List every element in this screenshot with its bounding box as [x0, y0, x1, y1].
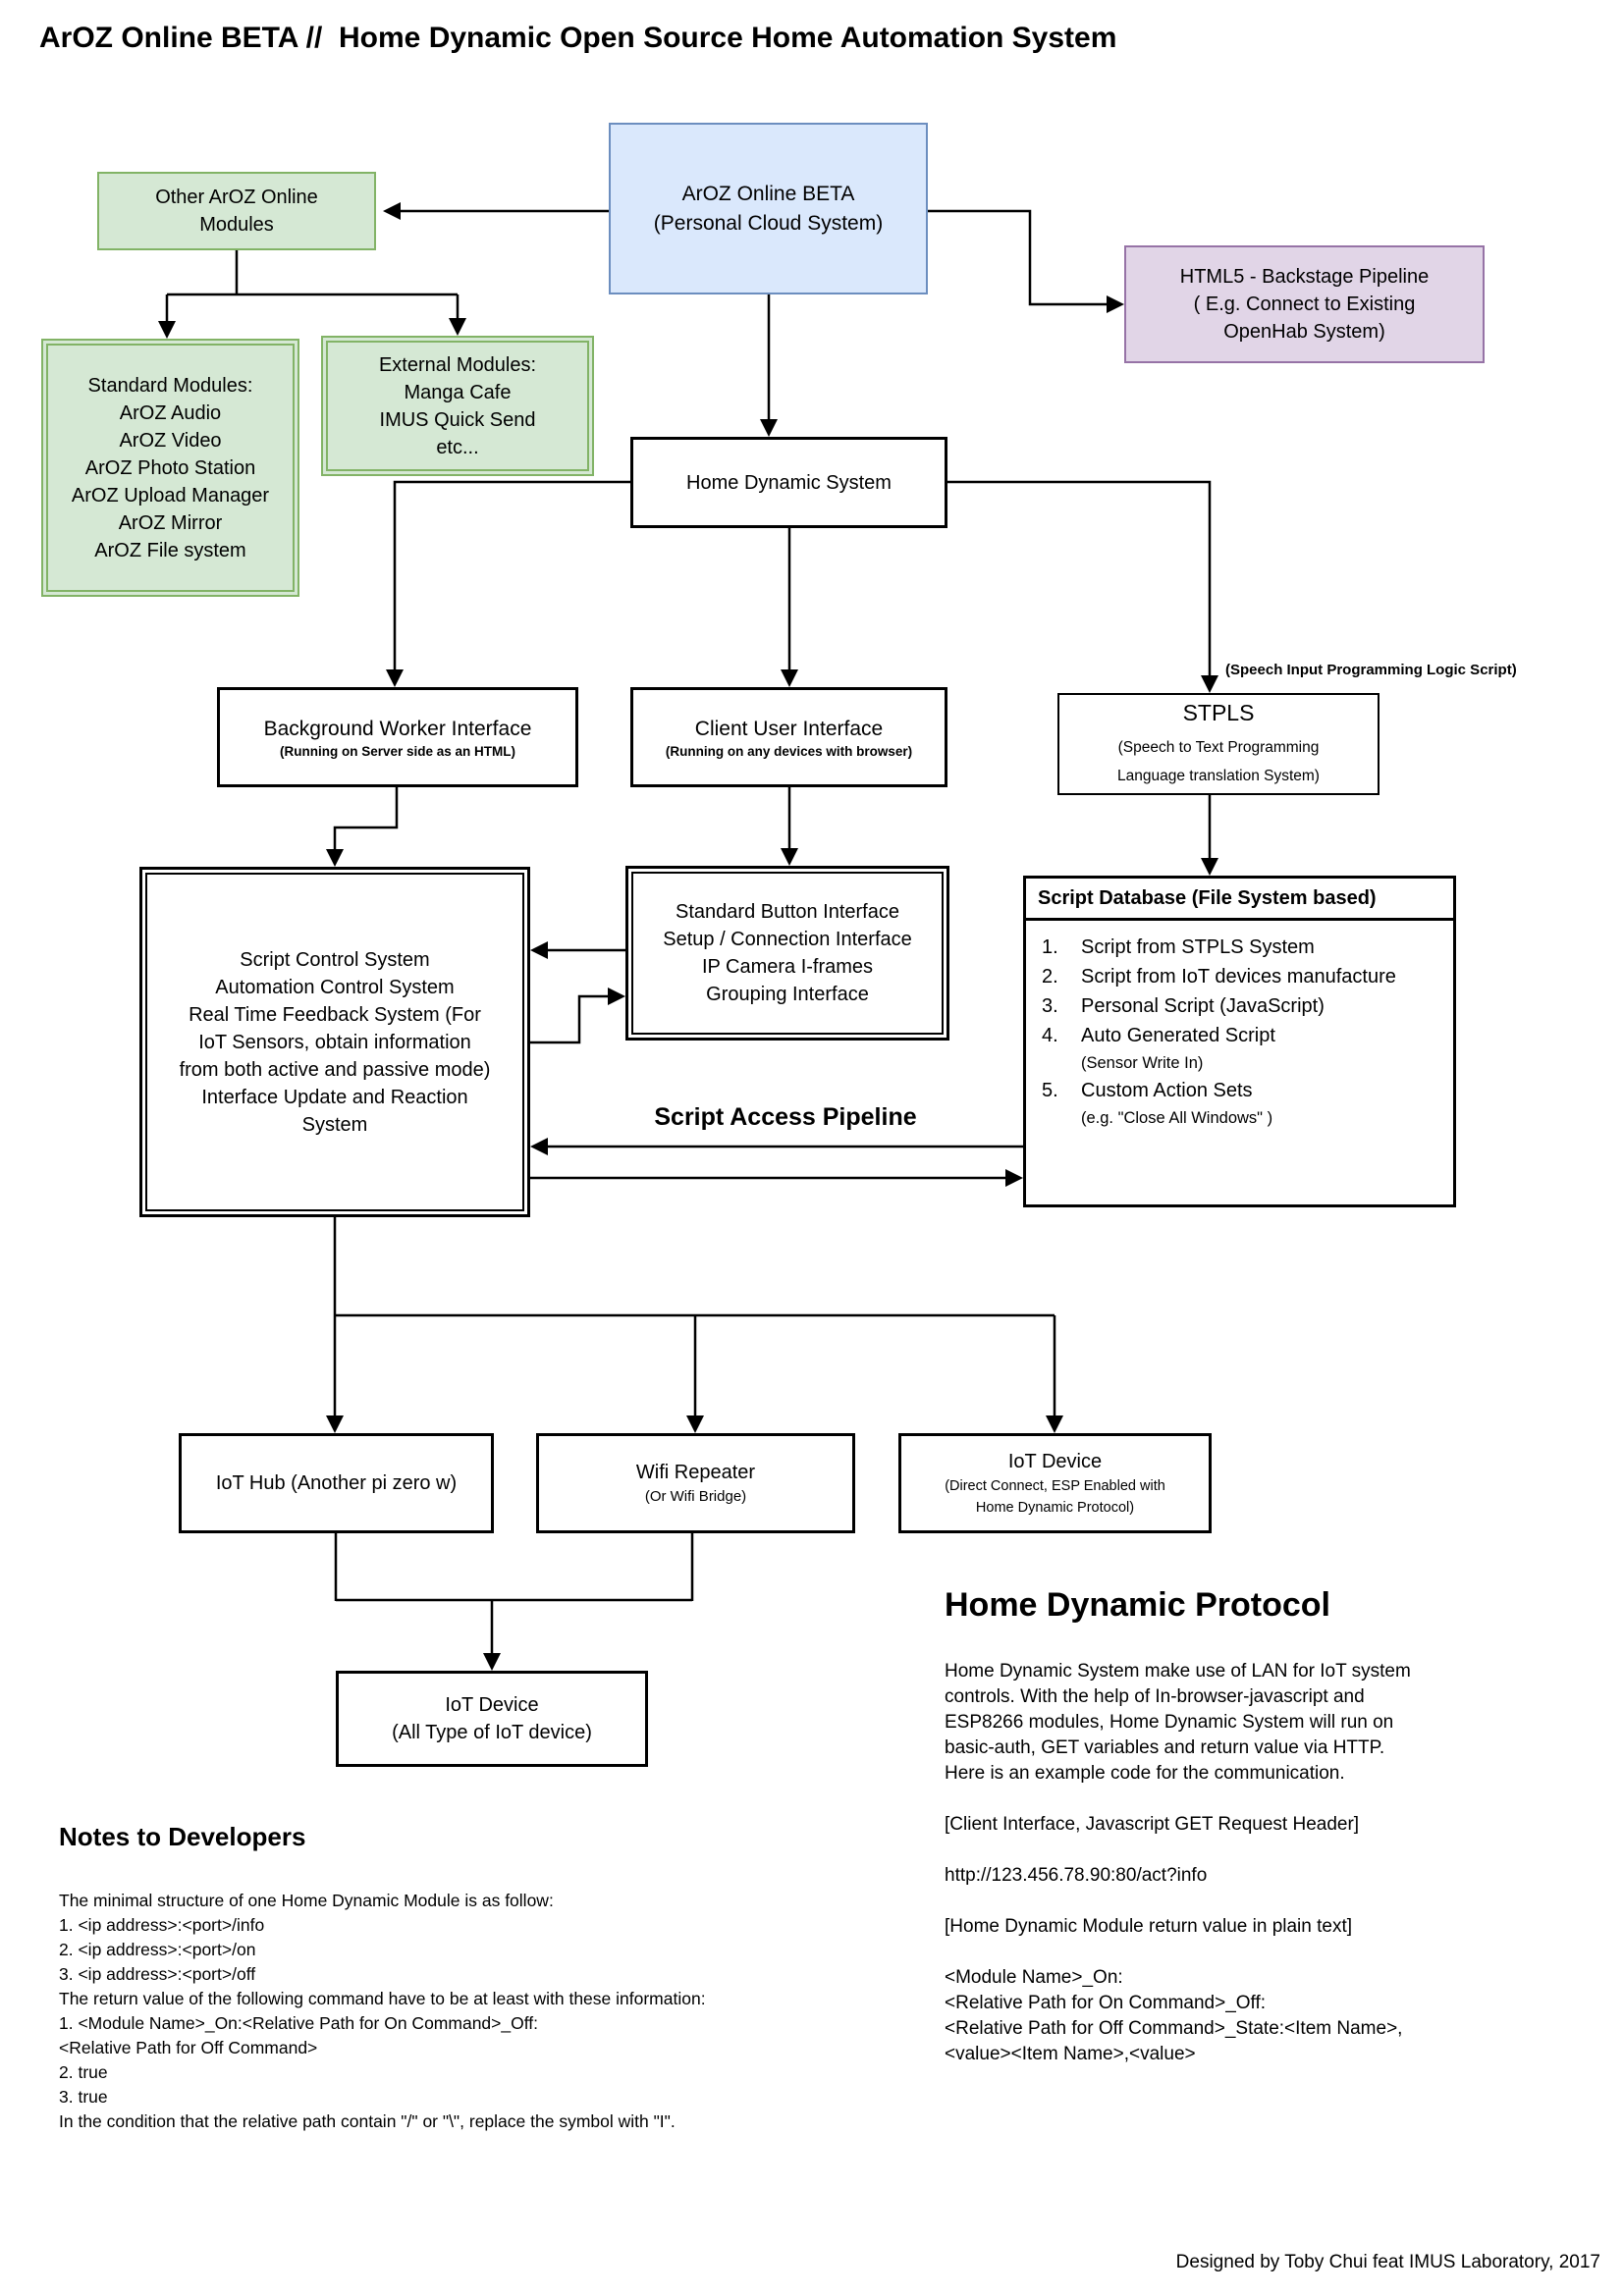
list-item [1042, 1076, 1447, 1105]
node-label: ArOZ Upload Manager [71, 484, 270, 507]
node-label: HTML5 - Backstage Pipeline [1179, 266, 1430, 288]
node-background-worker-interface [217, 687, 578, 787]
node-iot-device-direct [898, 1433, 1212, 1533]
home-dynamic-protocol-heading: Home Dynamic Protocol [945, 1586, 1330, 1624]
node-label: Standard Modules: [87, 374, 253, 397]
node-label: STPLS [1182, 700, 1255, 726]
list-item-number: 2. [1042, 966, 1058, 988]
list-item-text: Auto Generated Script [1081, 1025, 1275, 1046]
notes-to-developers-heading: Notes to Developers [59, 1822, 306, 1851]
node-html5-backstage-pipeline [1124, 245, 1485, 363]
text-line: 3. <ip address>:<port>/off [59, 1964, 256, 1984]
node-label: Modules [199, 214, 274, 236]
node-label: Background Worker Interface [263, 717, 532, 740]
node-other-aroz-modules [97, 172, 376, 250]
node-label: ArOZ Online BETA [681, 183, 855, 206]
node-label: Manga Cafe [404, 381, 512, 403]
node-label: from both active and passive mode) [179, 1058, 491, 1081]
list-item-number: 4. [1042, 1025, 1058, 1046]
list-item-subtext: (e.g. "Close All Windows" ) [1081, 1109, 1273, 1127]
node-label: ArOZ Audio [119, 401, 222, 424]
text-line: ESP8266 modules, Home Dynamic System will run on [945, 1712, 1394, 1733]
text-line: <Relative Path for Off Command>_State:<Item Name>, [945, 2018, 1403, 2039]
node-label: IMUS Quick Send [379, 408, 536, 431]
text-line: 2. true [59, 2062, 108, 2082]
node-sublabel: Home Dynamic Protocol) [975, 1500, 1135, 1516]
node-iot-device-all [336, 1671, 648, 1767]
list-item [1042, 933, 1447, 962]
node-label: Interface Update and Reaction [201, 1086, 468, 1108]
text-line: Here is an example code for the communication. [945, 1763, 1345, 1784]
list-item [1042, 991, 1447, 1021]
list-item-text: Script from IoT devices manufacture [1081, 966, 1396, 988]
home-dynamic-protocol-text [945, 1659, 1593, 2067]
node-label: (Personal Cloud System) [653, 211, 884, 235]
node-label: Script Control System [240, 948, 430, 971]
notes-to-developers-text [59, 1889, 923, 2134]
node-label: IP Camera I-frames [701, 956, 874, 978]
node-sublabel: Language translation System) [1117, 768, 1320, 785]
node-label: Other ArOZ Online [155, 187, 318, 208]
text-line: 1. <Module Name>_On:<Relative Path for On Command>_Off: [59, 2013, 538, 2033]
node-label: ArOZ Photo Station [84, 456, 256, 479]
node-label: etc... [436, 436, 479, 458]
text-line: The return value of the following command have to be at least with these information: [59, 1989, 706, 2008]
text-line: In the condition that the relative path contain "/" or "\", replace the symbol with "I". [59, 2111, 676, 2131]
node-label: Automation Control System [215, 976, 455, 998]
node-label: Setup / Connection Interface [663, 929, 912, 950]
node-label: Wifi Repeater [635, 1461, 756, 1483]
script-database-header: Script Database (File System based) [1026, 879, 1453, 921]
node-sublabel: (Speech to Text Programming [1117, 738, 1320, 756]
text-line [945, 1889, 1593, 1914]
node-label: IoT Device [1007, 1450, 1103, 1472]
text-line: http://123.456.78.90:80/act?info [945, 1865, 1208, 1886]
node-label: Grouping Interface [706, 984, 869, 1005]
node-aroz-online-beta [609, 123, 928, 294]
node-label: Client User Interface [694, 717, 884, 740]
node-sublabel: (Or Wifi Bridge) [644, 1487, 747, 1505]
node-sublabel: (Running on Server side as an HTML) [279, 743, 516, 759]
text-line: <value><Item Name>,<value> [945, 2044, 1196, 2064]
node-label: External Modules: [378, 353, 537, 376]
text-line: 1. <ip address>:<port>/info [59, 1915, 265, 1935]
list-item-text: Custom Action Sets [1081, 1080, 1253, 1101]
text-line [945, 1838, 1593, 1863]
text-line: 3. true [59, 2087, 108, 2107]
node-home-dynamic-system [630, 437, 947, 528]
list-item-number: 3. [1042, 995, 1058, 1017]
node-sublabel: (Running on any devices with browser) [665, 743, 913, 759]
script-access-pipeline-label: Script Access Pipeline [654, 1103, 917, 1131]
text-line: [Home Dynamic Module return value in plain text] [945, 1916, 1353, 1937]
node-label: (All Type of IoT device) [392, 1722, 592, 1743]
node-label: IoT Sensors, obtain information [198, 1031, 471, 1053]
text-line: <Relative Path for On Command>_Off: [945, 1993, 1267, 2013]
list-item-subtext: (Sensor Write In) [1081, 1054, 1204, 1072]
designer-credit: Designed by Toby Chui feat IMUS Laboratory, 2017 [1175, 2252, 1600, 2272]
list-item-number: 1. [1042, 936, 1058, 958]
list-item [1042, 1021, 1447, 1050]
node-label: Real Time Feedback System (For [189, 1003, 481, 1026]
list-item-text: Personal Script (JavaScript) [1081, 995, 1325, 1017]
node-label: IoT Hub (Another pi zero w) [215, 1472, 458, 1494]
node-label: System [301, 1113, 368, 1136]
node-iot-hub [179, 1433, 494, 1533]
node-label: OpenHab System) [1223, 321, 1385, 343]
node-wifi-repeater [536, 1433, 855, 1533]
node-label: IoT Device [445, 1694, 539, 1716]
node-script-control-system [139, 867, 530, 1217]
node-client-user-interface [630, 687, 947, 787]
stpls-annotation: (Speech Input Programming Logic Script) [1225, 662, 1517, 678]
list-item-number: 5. [1042, 1080, 1058, 1101]
node-label: ArOZ Video [119, 429, 222, 452]
node-standard-button-interface [625, 866, 949, 1041]
node-label: ArOZ Mirror [118, 511, 223, 534]
text-line: basic-auth, GET variables and return value via HTTP. [945, 1737, 1385, 1758]
text-line: <Module Name>_On: [945, 1967, 1123, 1988]
list-item-text: Script from STPLS System [1081, 936, 1315, 958]
text-line: Home Dynamic System make use of LAN for IoT system [945, 1661, 1411, 1682]
node-standard-modules [41, 339, 299, 597]
node-label: Home Dynamic System [686, 471, 892, 494]
text-line [945, 1787, 1593, 1812]
text-line: The minimal structure of one Home Dynamic Module is as follow: [59, 1891, 554, 1910]
node-label: Standard Button Interface [676, 901, 899, 923]
text-line [945, 1940, 1593, 1965]
text-line: controls. With the help of In-browser-javascript and [945, 1686, 1365, 1707]
text-line: [Client Interface, Javascript GET Request Header] [945, 1814, 1360, 1835]
node-sublabel: (Direct Connect, ESP Enabled with [945, 1477, 1165, 1494]
page-title: ArOZ Online BETA // Home Dynamic Open Source Home Automation System [39, 22, 1117, 54]
list-item [1042, 962, 1447, 991]
node-script-database [1023, 876, 1456, 1207]
text-line: <Relative Path for Off Command> [59, 2038, 318, 2057]
text-line: 2. <ip address>:<port>/on [59, 1940, 256, 1959]
node-label: ( E.g. Connect to Existing [1193, 294, 1416, 315]
node-stpls [1057, 693, 1380, 795]
node-label: ArOZ File system [94, 539, 246, 561]
node-external-modules [321, 336, 594, 476]
